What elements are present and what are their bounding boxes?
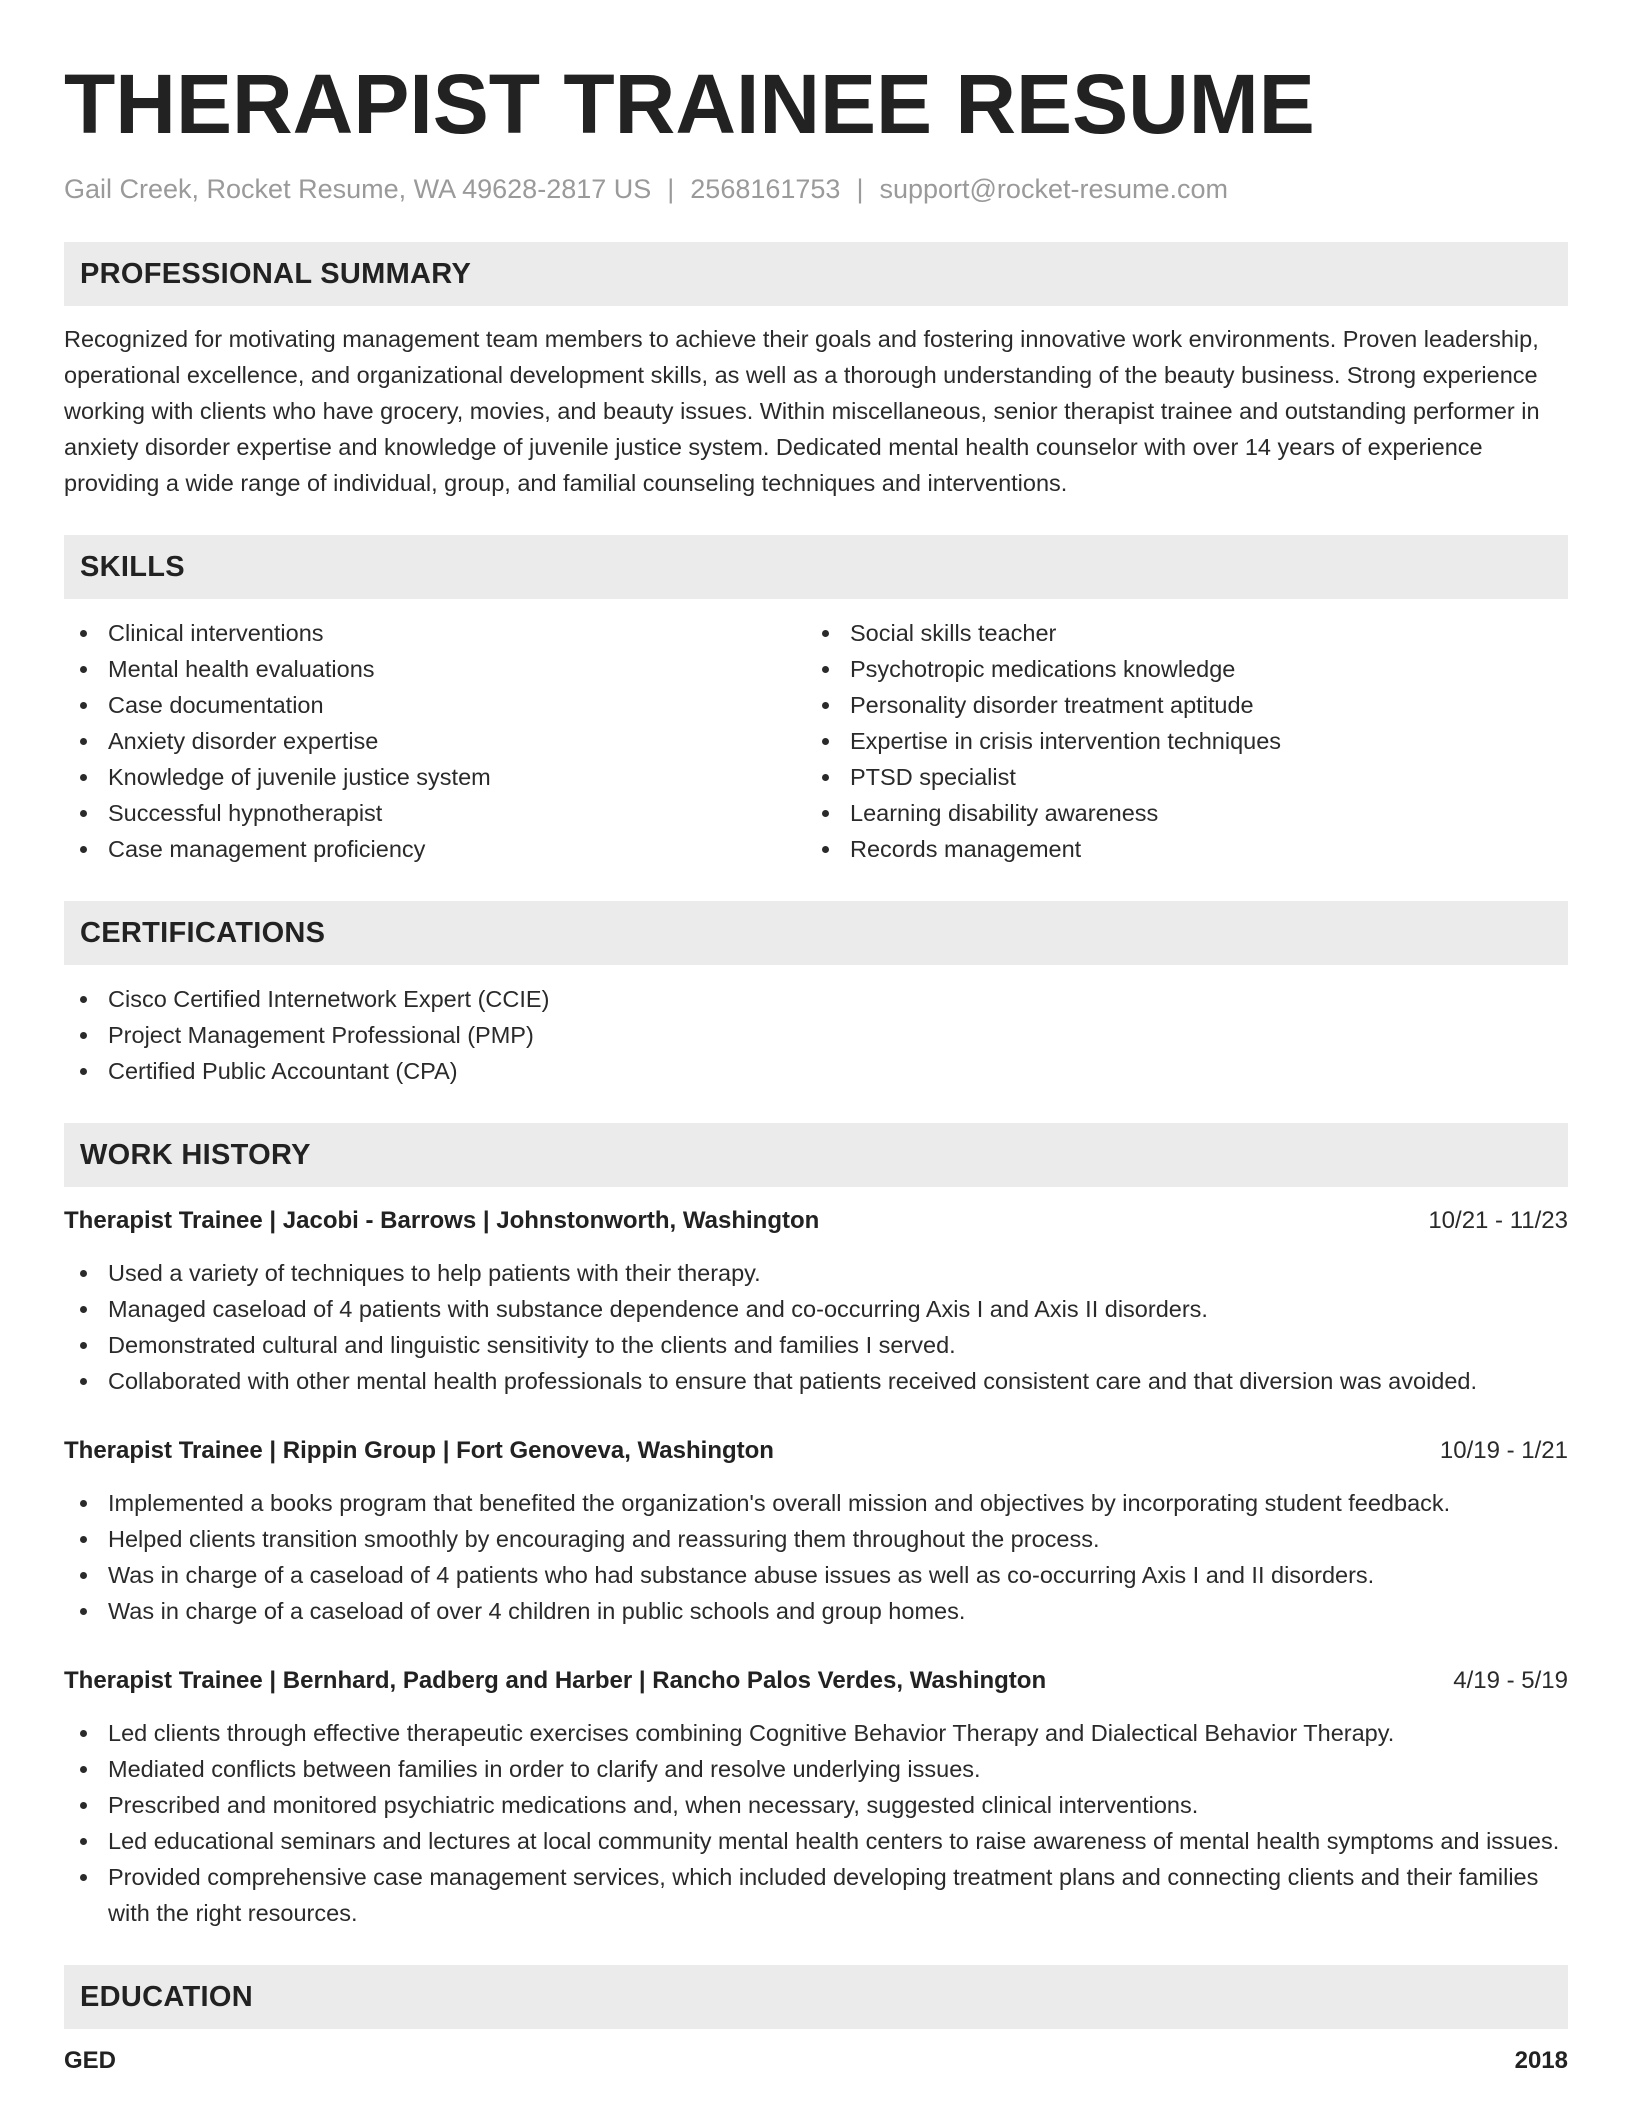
contact-phone: 2568161753	[690, 174, 841, 204]
job-bullet: Managed caseload of 4 patients with substance dependence and co-occurring Axis I and Axis II disorders.	[64, 1291, 1568, 1327]
skill-item: Case management proficiency	[64, 831, 806, 867]
job-dates: 4/19 - 5/19	[1453, 1667, 1568, 1694]
certification-item: Cisco Certified Internetwork Expert (CCIE)	[64, 981, 1568, 1017]
job-dates: 10/21 - 11/23	[1428, 1207, 1568, 1234]
skill-item: PTSD specialist	[806, 759, 1548, 795]
job-header	[64, 1663, 1568, 1699]
job-header	[64, 1433, 1568, 1469]
job-dates: 10/19 - 1/21	[1439, 1437, 1568, 1464]
contact-address: Gail Creek, Rocket Resume, WA 49628-2817 US	[64, 174, 652, 204]
certifications-heading: CERTIFICATIONS	[64, 901, 1568, 965]
education-entry	[64, 2043, 1568, 2079]
resume-page	[64, 0, 1568, 2079]
job-bullets	[64, 1485, 1568, 1629]
skill-item: Clinical interventions	[64, 615, 806, 651]
job-entry	[64, 1663, 1568, 1931]
job-bullet: Provided comprehensive case management services, which included developing treatment plans and connecting clients and their families with the right resources.	[64, 1859, 1568, 1931]
education-section	[64, 1965, 1568, 2079]
skill-item: Personality disorder treatment aptitude	[806, 687, 1548, 723]
contact-email: support@rocket-resume.com	[879, 174, 1228, 204]
job-bullet: Mediated conflicts between families in order to clarify and resolve underlying issues.	[64, 1751, 1568, 1787]
skills-columns	[64, 615, 1568, 867]
education-degree: GED	[64, 2047, 117, 2074]
job-entry	[64, 1203, 1568, 1399]
certification-item: Certified Public Accountant (CPA)	[64, 1053, 1568, 1089]
job-title: Therapist Trainee | Jacobi - Barrows | Johnstonworth, Washington	[64, 1207, 820, 1234]
skill-item: Case documentation	[64, 687, 806, 723]
job-entry	[64, 1433, 1568, 1629]
education-year: 2018	[1514, 2047, 1568, 2074]
work-history-section	[64, 1123, 1568, 1931]
job-bullet: Was in charge of a caseload of over 4 children in public schools and group homes.	[64, 1593, 1568, 1629]
certification-item: Project Management Professional (PMP)	[64, 1017, 1568, 1053]
skills-section	[64, 535, 1568, 867]
job-bullet: Prescribed and monitored psychiatric medications and, when necessary, suggested clinical interventions.	[64, 1787, 1568, 1823]
summary-section	[64, 242, 1568, 501]
skill-item: Successful hypnotherapist	[64, 795, 806, 831]
job-title: Therapist Trainee | Bernhard, Padberg and Harber | Rancho Palos Verdes, Washington	[64, 1667, 1047, 1694]
skill-item: Learning disability awareness	[806, 795, 1548, 831]
job-bullet: Implemented a books program that benefited the organization's overall mission and objectives by incorporating student feedback.	[64, 1485, 1568, 1521]
skill-item: Social skills teacher	[806, 615, 1548, 651]
job-bullet: Led educational seminars and lectures at local community mental health centers to raise awareness of mental health symptoms and issues.	[64, 1823, 1568, 1859]
skill-item: Expertise in crisis intervention techniques	[806, 723, 1548, 759]
job-bullets	[64, 1715, 1568, 1931]
summary-text: Recognized for motivating management team members to achieve their goals and fostering innovative work environments. Proven leadership, operational excellence, and organizational development skills, as well as a thorough understanding of the beauty business. Strong experience working with clients who have grocery, movies, and beauty issues. Within miscellaneous, senior therapist trainee and outstanding performer in anxiety disorder expertise and knowledge of juvenile justice system. Dedicated mental health counselor with over 14 years of experience providing a wide range of individual, group, and familial counseling techniques and interventions.	[64, 326, 1540, 496]
contact-line	[64, 172, 1568, 206]
job-title: Therapist Trainee | Rippin Group | Fort Genoveva, Washington	[64, 1437, 774, 1464]
skill-item: Records management	[806, 831, 1548, 867]
skill-item: Mental health evaluations	[64, 651, 806, 687]
job-bullet: Used a variety of techniques to help patients with their therapy.	[64, 1255, 1568, 1291]
certifications-section	[64, 901, 1568, 1089]
job-bullet: Demonstrated cultural and linguistic sensitivity to the clients and families I served.	[64, 1327, 1568, 1363]
skills-heading: SKILLS	[64, 535, 1568, 599]
contact-separator: |	[667, 174, 675, 204]
skill-item: Anxiety disorder expertise	[64, 723, 806, 759]
skills-right-column	[806, 615, 1548, 867]
education-heading: EDUCATION	[64, 1965, 1568, 2029]
job-header	[64, 1203, 1568, 1239]
job-bullets	[64, 1255, 1568, 1399]
contact-separator: |	[856, 174, 864, 204]
job-bullet: Helped clients transition smoothly by encouraging and reassuring them throughout the process.	[64, 1521, 1568, 1557]
skill-item: Psychotropic medications knowledge	[806, 651, 1548, 687]
resume-title: THERAPIST TRAINEE RESUME	[64, 57, 1315, 151]
job-bullet: Was in charge of a caseload of 4 patients who had substance abuse issues as well as co-occurring Axis I and II disorders.	[64, 1557, 1568, 1593]
job-bullet: Led clients through effective therapeutic exercises combining Cognitive Behavior Therapy and Dialectical Behavior Therapy.	[64, 1715, 1568, 1751]
job-bullet: Collaborated with other mental health professionals to ensure that patients received consistent care and that diversion was avoided.	[64, 1363, 1568, 1399]
summary-heading: PROFESSIONAL SUMMARY	[64, 242, 1568, 306]
skills-left-column	[64, 615, 806, 867]
skill-item: Knowledge of juvenile justice system	[64, 759, 806, 795]
certifications-list	[64, 981, 1568, 1089]
work-history-heading: WORK HISTORY	[64, 1123, 1568, 1187]
